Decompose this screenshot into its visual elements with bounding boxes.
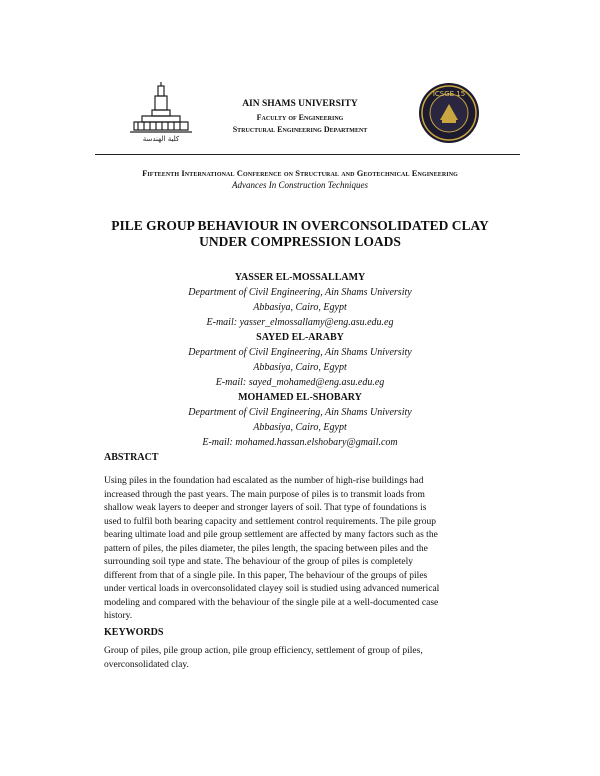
conference-subtitle: Advances In Construction Techniques: [232, 180, 368, 190]
header-divider: [95, 154, 520, 155]
author-affiliation: Department of Civil Engineering, Ain Shams University: [188, 347, 412, 358]
abstract-body: [104, 475, 496, 624]
logo-arabic-text: كلية الهندسة: [142, 135, 180, 143]
author-name: MOHAMED EL-SHOBARY: [238, 392, 362, 403]
conference-title: Fifteenth International Conference on Structural and Geotechnical Engineering: [142, 168, 458, 178]
keywords-line: Group of piles, pile group action, pile group efficiency, settlement of group of piles,: [104, 646, 423, 656]
abstract-line: different from that of a single pile. In this paper, The behaviour of the groups of piles: [104, 570, 428, 581]
author-location: Abbasiya, Cairo, Egypt: [253, 362, 347, 373]
abstract-line: bearing ultimate load and pile group settlement are affected by many factors such as the: [104, 530, 438, 540]
abstract-line: shallow weak layers to deeper and stronger layers of soil. That type of foundations is: [104, 503, 427, 513]
author-email[interactable]: E-mail: sayed_mohamed@eng.asu.edu.eg: [215, 377, 385, 388]
author-name: SAYED EL-ARABY: [256, 332, 344, 343]
abstract-line: Using piles in the foundation had escalated as the number of high-rise buildings had: [104, 476, 424, 486]
abstract-line: under vertical loads in overconsolidated clayey soil is studied using advanced numerical: [104, 584, 440, 594]
author-location: Abbasiya, Cairo, Egypt: [253, 302, 347, 313]
university-name: AIN SHAMS UNIVERSITY: [242, 99, 358, 109]
abstract-line: increased through the past years. The main purpose of piles is to transmit loads from: [104, 489, 425, 500]
paper-title: [0, 218, 600, 250]
paper-title-line-2: UNDER COMPRESSION LOADS: [199, 234, 401, 249]
university-logo: [128, 80, 194, 144]
department-name: Structural Engineering Department: [232, 125, 368, 134]
keywords-line: overconsolidated clay.: [104, 659, 189, 670]
abstract-line: history.: [104, 611, 133, 621]
conference-logo-text: ICSGE 15: [432, 90, 466, 98]
abstract-line: used to fulfil both bearing capacity and settlement control requirements. The pile group: [104, 516, 436, 527]
author-affiliation: Department of Civil Engineering, Ain Shams University: [188, 407, 412, 418]
author-location: Abbasiya, Cairo, Egypt: [253, 422, 347, 433]
abstract-line: surrounding soil type and state. The behaviour of the group of piles is completely: [104, 557, 414, 567]
abstract-line: modeling and compared with the behaviour of the single pile at a well-documented case: [104, 597, 439, 608]
abstract-heading: ABSTRACT: [104, 452, 159, 463]
paper-title-line-1: PILE GROUP BEHAVIOUR IN OVERCONSOLIDATED CLAY: [111, 218, 489, 233]
abstract-line: pattern of piles, the piles diameter, the piles length, the spacing between piles and the: [104, 543, 428, 554]
keywords-heading: KEYWORDS: [104, 627, 164, 638]
author-email[interactable]: E-mail: yasser_elmossallamy@eng.asu.edu.eg: [206, 317, 394, 328]
authors-block: [0, 270, 600, 450]
author-name: YASSER EL-MOSSALLAMY: [234, 272, 366, 283]
faculty-name: Faculty of Engineering: [256, 113, 344, 122]
author-email[interactable]: E-mail: mohamed.hassan.elshobary@gmail.com: [202, 437, 398, 448]
keywords-body: [104, 645, 496, 672]
author-affiliation: Department of Civil Engineering, Ain Shams University: [188, 287, 412, 298]
